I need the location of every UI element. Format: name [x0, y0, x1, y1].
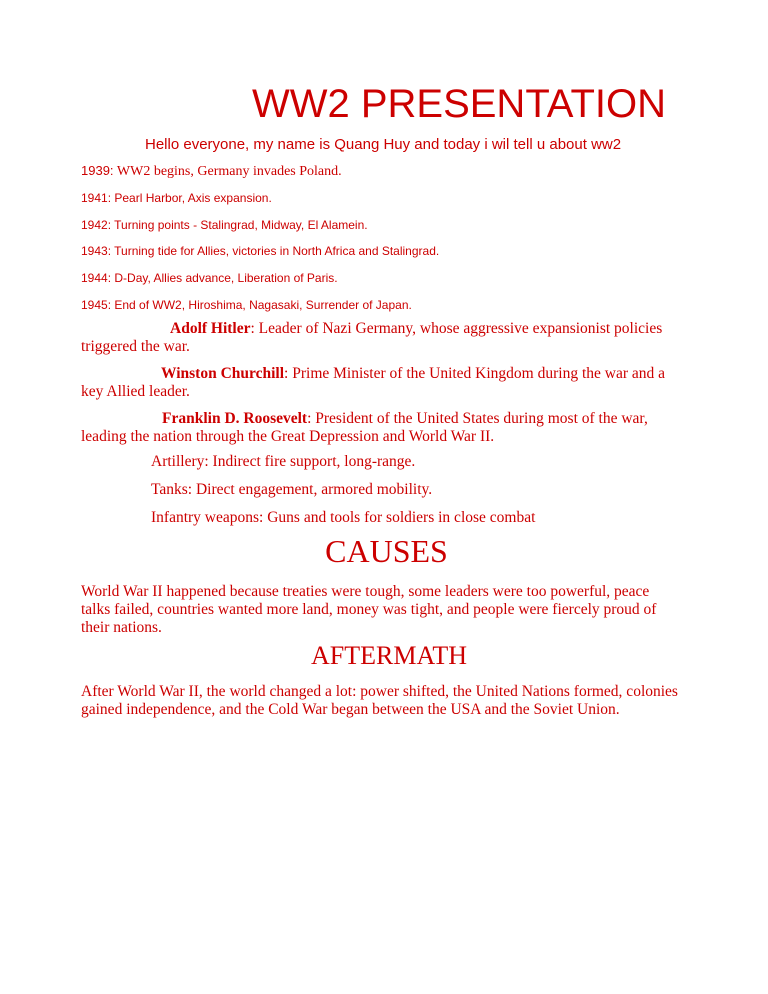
timeline-year: 1945: [81, 297, 112, 312]
timeline-year: 1942: [81, 217, 112, 232]
timeline-year: 1939: [81, 163, 114, 178]
timeline-item [81, 189, 439, 216]
leader-desc: : President of the United States during most of the war, leading the nation through the Great Depression and World War II. [81, 410, 648, 445]
timeline-item [81, 162, 439, 189]
leader-hitler [81, 320, 681, 356]
leader-name: Franklin D. Roosevelt [162, 410, 308, 427]
weapon-item: Tanks: Direct engagement, armored mobility. [151, 481, 433, 498]
intro-text: Hello everyone, my name is Quang Huy and today i wil tell u about ww2 [145, 136, 622, 153]
timeline-desc: End of WW2, Hiroshima, Nagasaki, Surrender of Japan. [114, 297, 412, 312]
leader-name: Adolf Hitler [170, 320, 251, 337]
causes-heading: CAUSES [325, 533, 448, 569]
timeline-desc: D-Day, Allies advance, Liberation of Paris. [114, 271, 338, 286]
weapons-list [151, 453, 535, 537]
timeline-item [81, 216, 439, 243]
timeline-year: 1941: [81, 190, 112, 205]
timeline-list [81, 162, 439, 323]
leader-name: Winston Churchill [161, 365, 285, 382]
aftermath-text: After World War II, the world changed a lot: power shifted, the United Nations formed, colonies gained independence, and the Cold War began between the USA and the Soviet Union. [81, 683, 678, 718]
leader-desc: : Prime Minister of the United Kingdom during the war and a key Allied leader. [81, 365, 666, 400]
weapon-item: Artillery: Indirect fire support, long-range. [151, 453, 416, 470]
page-title: WW2 PRESENTATION [251, 82, 667, 126]
timeline-year: 1943: [81, 244, 112, 259]
aftermath-heading: AFTERMATH [310, 641, 467, 670]
timeline-item [81, 269, 439, 296]
timeline-item [81, 296, 439, 323]
causes-text: World War II happened because treaties were tough, some leaders were too powerful, peace talks failed, countries wanted more land, money was tight, and people were fiercely proud of their nations. [81, 583, 657, 636]
leader-churchill [81, 365, 681, 401]
leader-roosevelt [81, 410, 681, 446]
timeline-item [81, 242, 439, 269]
timeline-desc: Turning tide for Allies, victories in North Africa and Stalingrad. [114, 244, 440, 259]
timeline-desc: Turning points - Stalingrad, Midway, El Alamein. [114, 217, 368, 232]
leader-desc: : Leader of Nazi Germany, whose aggressive expansionist policies triggered the war. [81, 320, 663, 355]
timeline-desc: WW2 begins, Germany invades Poland. [116, 164, 342, 179]
timeline-desc: Pearl Harbor, Axis expansion. [114, 190, 272, 205]
weapon-item: Infantry weapons: Guns and tools for soldiers in close combat [151, 509, 536, 526]
timeline-year: 1944: [81, 271, 112, 286]
